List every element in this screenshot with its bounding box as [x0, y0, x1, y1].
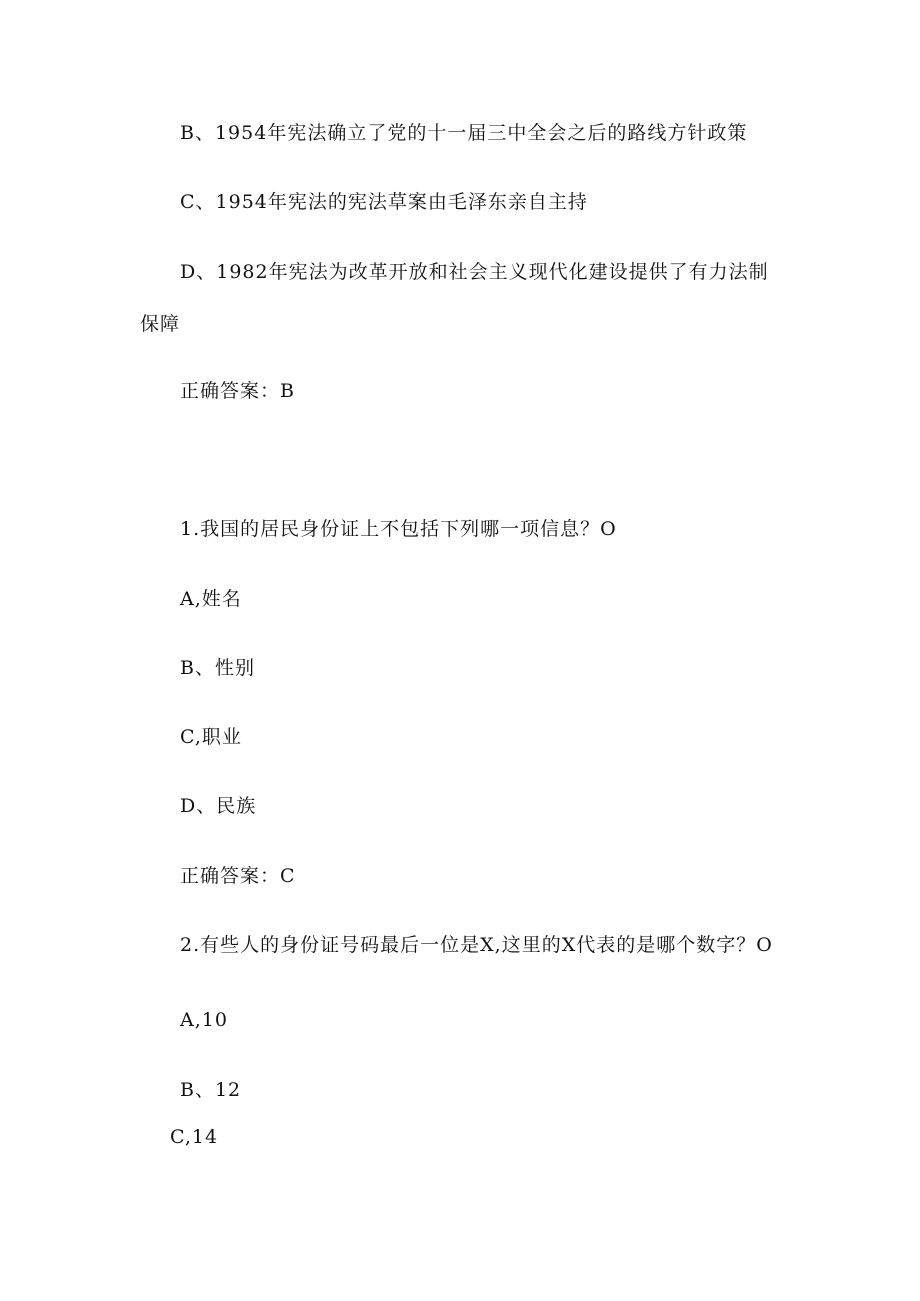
option-d-prev-line1: D、1982年宪法为改革开放和社会主义现代化建设提供了有力法制: [180, 261, 769, 283]
option-d-prev-line2: 保障: [140, 313, 181, 335]
question-2-option-c: C,14: [170, 1126, 219, 1148]
question-2: 2.有些人的身份证号码最后一位是X,这里的X代表的是哪个数字？O: [180, 934, 773, 956]
question-1-option-b: B、性别: [180, 657, 255, 679]
question-2-option-a: A,10: [180, 1009, 228, 1031]
question-1-option-a: A,姓名: [180, 588, 242, 610]
option-c-prev: C、1954年宪法的宪法草案由毛泽东亲自主持: [180, 191, 588, 213]
question-1-option-d: D、民族: [180, 795, 257, 817]
question-1-option-c: C,职业: [180, 726, 242, 748]
question-2-option-b: B、12: [180, 1079, 242, 1101]
question-1: 1.我国的居民身份证上不包括下列哪一项信息？O: [180, 518, 617, 540]
answer-prev: 正确答案：B: [180, 380, 295, 402]
option-b-prev: B、1954年宪法确立了党的十一届三中全会之后的路线方针政策: [180, 122, 748, 144]
question-1-answer: 正确答案：C: [180, 865, 296, 887]
